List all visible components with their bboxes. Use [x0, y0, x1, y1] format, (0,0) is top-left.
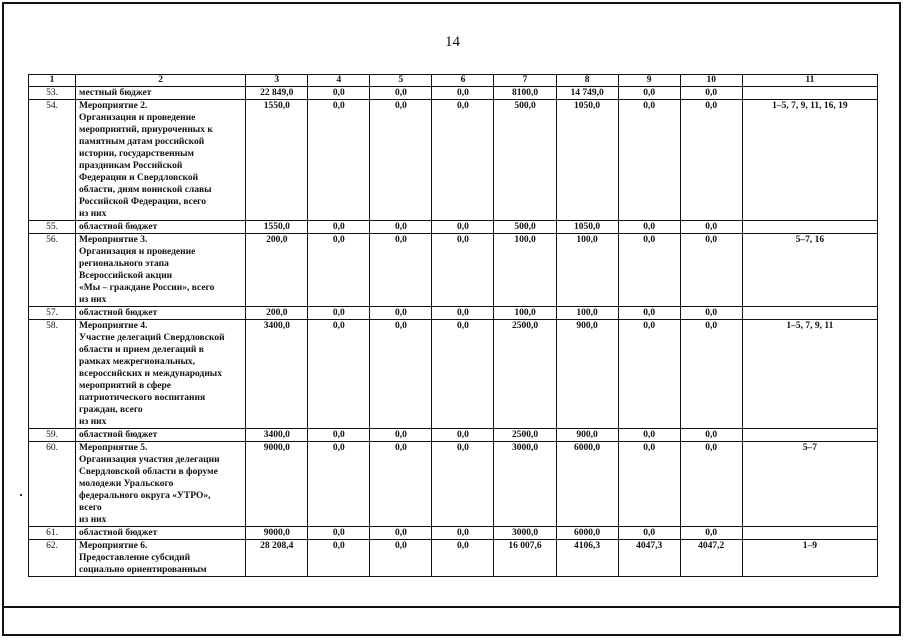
row-name-line: всероссийских и международных	[79, 369, 222, 379]
value-cell: 3400,0	[246, 320, 308, 429]
value-cell: 0,0	[432, 540, 494, 577]
header-cell: 4	[308, 75, 370, 87]
value-cell: 9000,0	[246, 442, 308, 527]
row-name-line: Мероприятие 4.	[79, 321, 148, 331]
row-name-line: областной бюджет	[79, 528, 158, 538]
row-name-line: Свердловской области в форуме	[79, 467, 218, 477]
row-name	[76, 87, 246, 100]
value-cell: 0,0	[680, 307, 742, 320]
row-name-line: Предоставление субсидий	[79, 553, 191, 563]
row-name	[76, 100, 246, 221]
value-cell: 500,0	[494, 221, 556, 234]
value-cell: 0,0	[432, 87, 494, 100]
row-name-line: регионального этапа	[79, 259, 169, 269]
value-cell: 3000,0	[494, 442, 556, 527]
value-cell: 0,0	[308, 320, 370, 429]
row-name-line: социально ориентированным	[79, 565, 207, 575]
target-indicators	[742, 87, 877, 100]
target-indicators	[742, 307, 877, 320]
value-cell: 8100,0	[494, 87, 556, 100]
value-cell: 0,0	[308, 221, 370, 234]
row-name	[76, 527, 246, 540]
value-cell: 0,0	[370, 442, 432, 527]
row-number: 56.	[29, 234, 76, 307]
row-number: 57.	[29, 307, 76, 320]
value-cell: 0,0	[618, 307, 680, 320]
row-number: 54.	[29, 100, 76, 221]
value-cell: 0,0	[432, 234, 494, 307]
value-cell: 100,0	[494, 307, 556, 320]
value-cell: 0,0	[370, 320, 432, 429]
value-cell: 28 208,4	[246, 540, 308, 577]
row-name-line: Участие делегаций Свердловской	[79, 333, 225, 343]
table-row	[29, 320, 878, 429]
target-indicators	[742, 221, 877, 234]
row-name-line: «Мы – граждане России», всего	[79, 283, 215, 293]
row-name-line: федерального округа «УТРО»,	[79, 491, 211, 501]
table-row	[29, 540, 878, 577]
value-cell: 3000,0	[494, 527, 556, 540]
value-cell: 9000,0	[246, 527, 308, 540]
value-cell: 0,0	[680, 527, 742, 540]
value-cell: 200,0	[246, 307, 308, 320]
row-name-line: мероприятий в сфере	[79, 381, 172, 391]
row-name-line: Всероссийской акции	[79, 271, 173, 281]
table-row	[29, 442, 878, 527]
value-cell: 0,0	[618, 320, 680, 429]
row-name-line: Мероприятие 6.	[79, 541, 148, 551]
value-cell: 1050,0	[556, 100, 618, 221]
header-cell: 1	[29, 75, 76, 87]
value-cell: 0,0	[680, 100, 742, 221]
value-cell: 14 749,0	[556, 87, 618, 100]
header-cell: 8	[556, 75, 618, 87]
row-name-line: из них	[79, 515, 107, 525]
row-number: 59.	[29, 429, 76, 442]
row-name-line: Российской Федерации, всего	[79, 197, 207, 207]
target-indicators	[742, 527, 877, 540]
row-name	[76, 442, 246, 527]
table-row	[29, 234, 878, 307]
value-cell: 200,0	[246, 234, 308, 307]
table-row	[29, 429, 878, 442]
row-name-line: граждан, всего	[79, 405, 143, 415]
value-cell: 0,0	[432, 307, 494, 320]
value-cell: 0,0	[432, 320, 494, 429]
value-cell: 6000,0	[556, 527, 618, 540]
table-row	[29, 221, 878, 234]
value-cell: 0,0	[308, 87, 370, 100]
row-name-line: праздникам Российской	[79, 161, 183, 171]
value-cell: 0,0	[680, 442, 742, 527]
row-name	[76, 221, 246, 234]
header-row	[29, 75, 878, 87]
row-name-line: Федерации и Свердловской	[79, 173, 199, 183]
header-cell: 7	[494, 75, 556, 87]
value-cell: 900,0	[556, 429, 618, 442]
value-cell: 0,0	[370, 527, 432, 540]
value-cell: 0,0	[680, 320, 742, 429]
value-cell: 0,0	[308, 540, 370, 577]
value-cell: 22 849,0	[246, 87, 308, 100]
row-name-line: всего	[79, 503, 102, 513]
table-row	[29, 527, 878, 540]
value-cell: 0,0	[618, 429, 680, 442]
row-number: 58.	[29, 320, 76, 429]
value-cell: 0,0	[370, 234, 432, 307]
row-name-line: мероприятий, приуроченных к	[79, 125, 213, 135]
row-name-line: Мероприятие 3.	[79, 235, 148, 245]
target-indicators: 5–7, 16	[742, 234, 877, 307]
value-cell: 1550,0	[246, 221, 308, 234]
row-name	[76, 429, 246, 442]
table-row	[29, 307, 878, 320]
row-number: 53.	[29, 87, 76, 100]
value-cell: 0,0	[370, 540, 432, 577]
row-name	[76, 540, 246, 577]
row-number: 62.	[29, 540, 76, 577]
value-cell: 100,0	[556, 234, 618, 307]
value-cell: 0,0	[370, 221, 432, 234]
value-cell: 0,0	[370, 100, 432, 221]
header-cell: 9	[618, 75, 680, 87]
value-cell: 0,0	[618, 234, 680, 307]
row-name-line: из них	[79, 209, 107, 219]
scan-speck	[20, 494, 22, 496]
header-cell: 10	[680, 75, 742, 87]
value-cell: 0,0	[680, 429, 742, 442]
row-name-line: Мероприятие 2.	[79, 101, 148, 111]
value-cell: 0,0	[308, 442, 370, 527]
budget-table	[28, 74, 878, 577]
value-cell: 0,0	[370, 429, 432, 442]
value-cell: 16 007,6	[494, 540, 556, 577]
value-cell: 0,0	[618, 442, 680, 527]
row-number: 60.	[29, 442, 76, 527]
target-indicators: 1–9	[742, 540, 877, 577]
value-cell: 1050,0	[556, 221, 618, 234]
value-cell: 100,0	[494, 234, 556, 307]
value-cell: 0,0	[308, 527, 370, 540]
row-name-line: патриотического воспитания	[79, 393, 206, 403]
table-row	[29, 100, 878, 221]
value-cell: 4106,3	[556, 540, 618, 577]
row-name-line: из них	[79, 417, 107, 427]
row-name-line: областной бюджет	[79, 308, 158, 318]
row-name-line: областной бюджет	[79, 222, 158, 232]
row-name	[76, 307, 246, 320]
row-number: 55.	[29, 221, 76, 234]
value-cell: 0,0	[308, 429, 370, 442]
row-name-line: Мероприятие 5.	[79, 443, 148, 453]
target-indicators: 5–7	[742, 442, 877, 527]
row-name-line: области и прием делегаций в	[79, 345, 204, 355]
row-name-line: Организация участия делегации	[79, 455, 220, 465]
value-cell: 100,0	[556, 307, 618, 320]
header-cell: 2	[76, 75, 246, 87]
header-cell: 5	[370, 75, 432, 87]
row-name-line: рамках межрегиональных,	[79, 357, 196, 367]
value-cell: 0,0	[680, 234, 742, 307]
value-cell: 0,0	[432, 527, 494, 540]
value-cell: 900,0	[556, 320, 618, 429]
row-number: 61.	[29, 527, 76, 540]
value-cell: 0,0	[432, 442, 494, 527]
value-cell: 0,0	[680, 221, 742, 234]
value-cell: 0,0	[308, 100, 370, 221]
row-name-line: из них	[79, 295, 107, 305]
row-name-line: Организация и проведение	[79, 247, 196, 257]
value-cell: 3400,0	[246, 429, 308, 442]
value-cell: 0,0	[680, 87, 742, 100]
value-cell: 1550,0	[246, 100, 308, 221]
table-body	[29, 75, 878, 577]
value-cell: 4047,3	[618, 540, 680, 577]
value-cell: 0,0	[432, 429, 494, 442]
page-number: 14	[445, 34, 460, 50]
target-indicators: 1–5, 7, 9, 11	[742, 320, 877, 429]
page-bottom-edge	[4, 606, 899, 638]
row-name-line: области, дням воинской славы	[79, 185, 212, 195]
target-indicators	[742, 429, 877, 442]
value-cell: 0,0	[618, 100, 680, 221]
row-name-line: истории, государственным	[79, 149, 194, 159]
value-cell: 500,0	[494, 100, 556, 221]
value-cell: 2500,0	[494, 320, 556, 429]
table-row	[29, 87, 878, 100]
value-cell: 0,0	[432, 221, 494, 234]
header-cell: 3	[246, 75, 308, 87]
row-name-line: Организация и проведение	[79, 113, 196, 123]
header-cell: 11	[742, 75, 877, 87]
value-cell: 0,0	[308, 307, 370, 320]
value-cell: 0,0	[618, 221, 680, 234]
value-cell: 0,0	[370, 87, 432, 100]
row-name	[76, 234, 246, 307]
target-indicators: 1–5, 7, 9, 11, 16, 19	[742, 100, 877, 221]
row-name-line: местный бюджет	[79, 88, 152, 98]
value-cell: 0,0	[432, 100, 494, 221]
row-name	[76, 320, 246, 429]
row-name-line: областной бюджет	[79, 430, 158, 440]
value-cell: 0,0	[618, 87, 680, 100]
value-cell: 6000,0	[556, 442, 618, 527]
row-name-line: памятным датам российской	[79, 137, 205, 147]
value-cell: 0,0	[370, 307, 432, 320]
row-name-line: молодежи Уральского	[79, 479, 174, 489]
header-cell: 6	[432, 75, 494, 87]
value-cell: 2500,0	[494, 429, 556, 442]
value-cell: 4047,2	[680, 540, 742, 577]
value-cell: 0,0	[308, 234, 370, 307]
value-cell: 0,0	[618, 527, 680, 540]
